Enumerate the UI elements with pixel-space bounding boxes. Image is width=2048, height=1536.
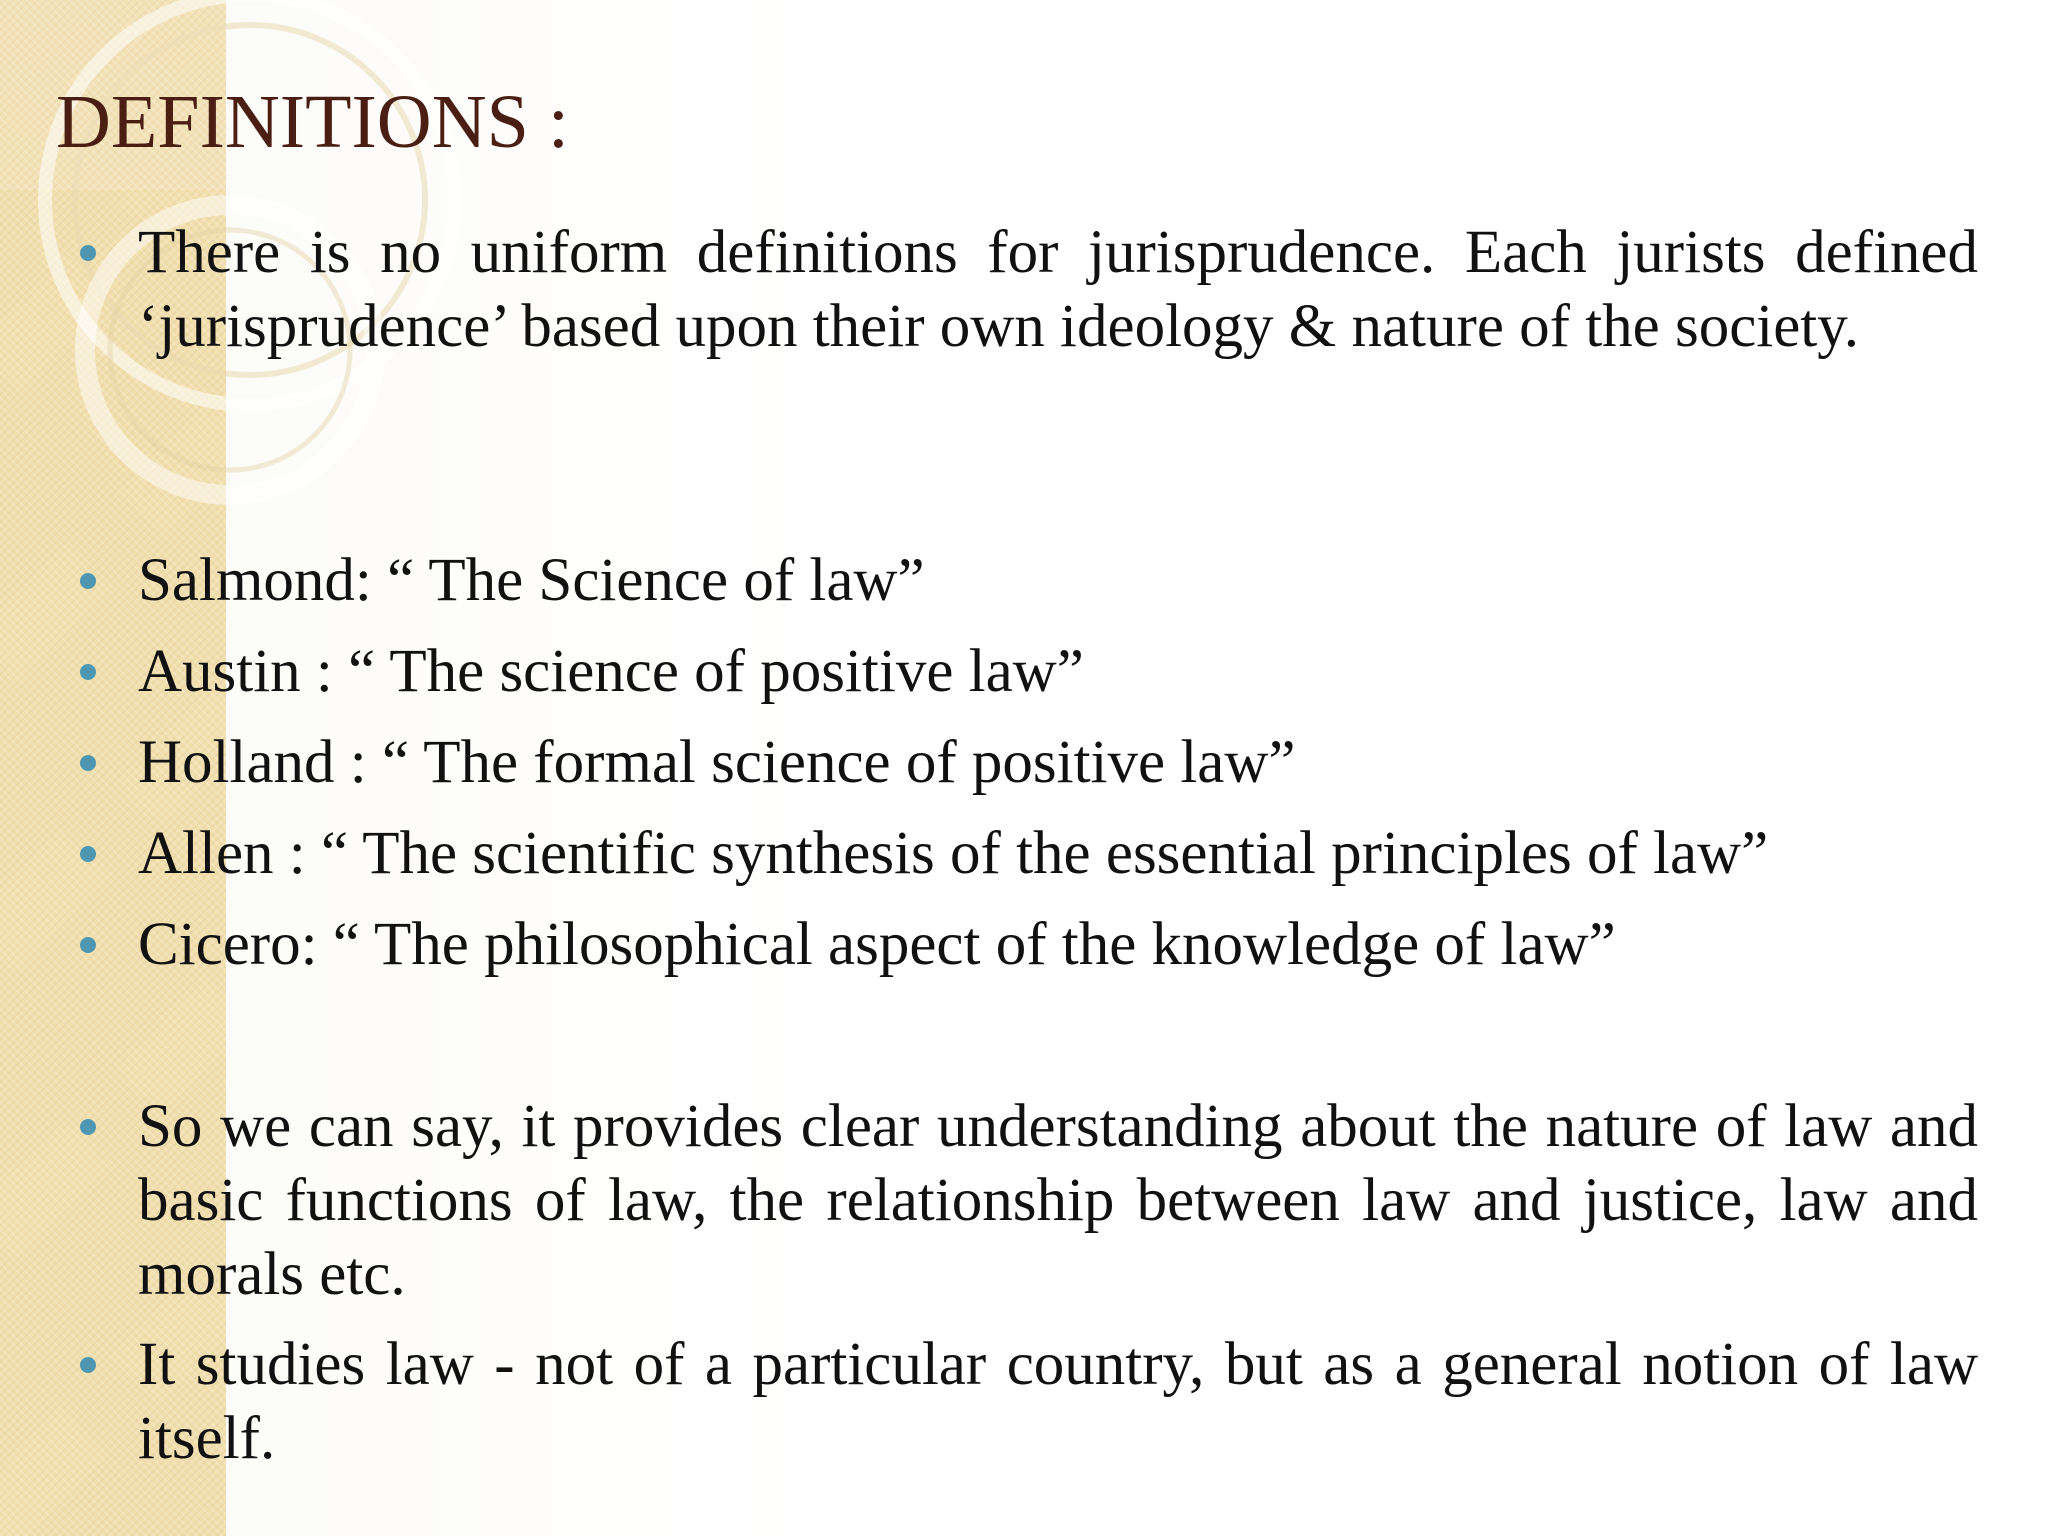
bullet-text: Holland : “ The formal science of positive law” [138, 729, 1296, 796]
bullet-icon [80, 937, 96, 953]
slide-title: DEFINITIONS : [56, 80, 569, 164]
list-item [138, 726, 1978, 800]
list-item [138, 908, 1978, 982]
list-item [138, 1090, 1978, 1312]
bullet-icon [80, 1357, 96, 1373]
bullet-icon [80, 1119, 96, 1135]
list-item [138, 817, 1978, 891]
list-item [138, 635, 1978, 709]
list-item [138, 1328, 1978, 1476]
bullet-icon [80, 245, 96, 261]
bullet-text: Cicero: “ The philosophical aspect of the knowledge of law” [138, 911, 1616, 978]
list-item [138, 544, 1978, 618]
bullet-text: It studies law - not of a particular country, but as a general notion of law itself. [138, 1331, 1978, 1472]
bullet-icon [80, 573, 96, 589]
bullet-text: Austin : “ The science of positive law” [138, 638, 1084, 705]
bullet-text: Salmond: “ The Science of law” [138, 547, 925, 614]
bullet-icon [80, 846, 96, 862]
bullet-icon [80, 664, 96, 680]
bullet-text: Allen : “ The scientific synthesis of the essential principles of law” [138, 820, 1769, 887]
bullet-icon [80, 755, 96, 771]
bullet-text: So we can say, it provides clear understanding about the nature of law and basic functions of law, the relationship between law and justice, law and morals etc. [138, 1093, 1978, 1308]
list-item [138, 216, 1978, 364]
bullet-text: There is no uniform definitions for jurisprudence. Each jurists defined ‘jurisprudence’ based upon their own ideology & nature of the society. [138, 219, 1978, 360]
